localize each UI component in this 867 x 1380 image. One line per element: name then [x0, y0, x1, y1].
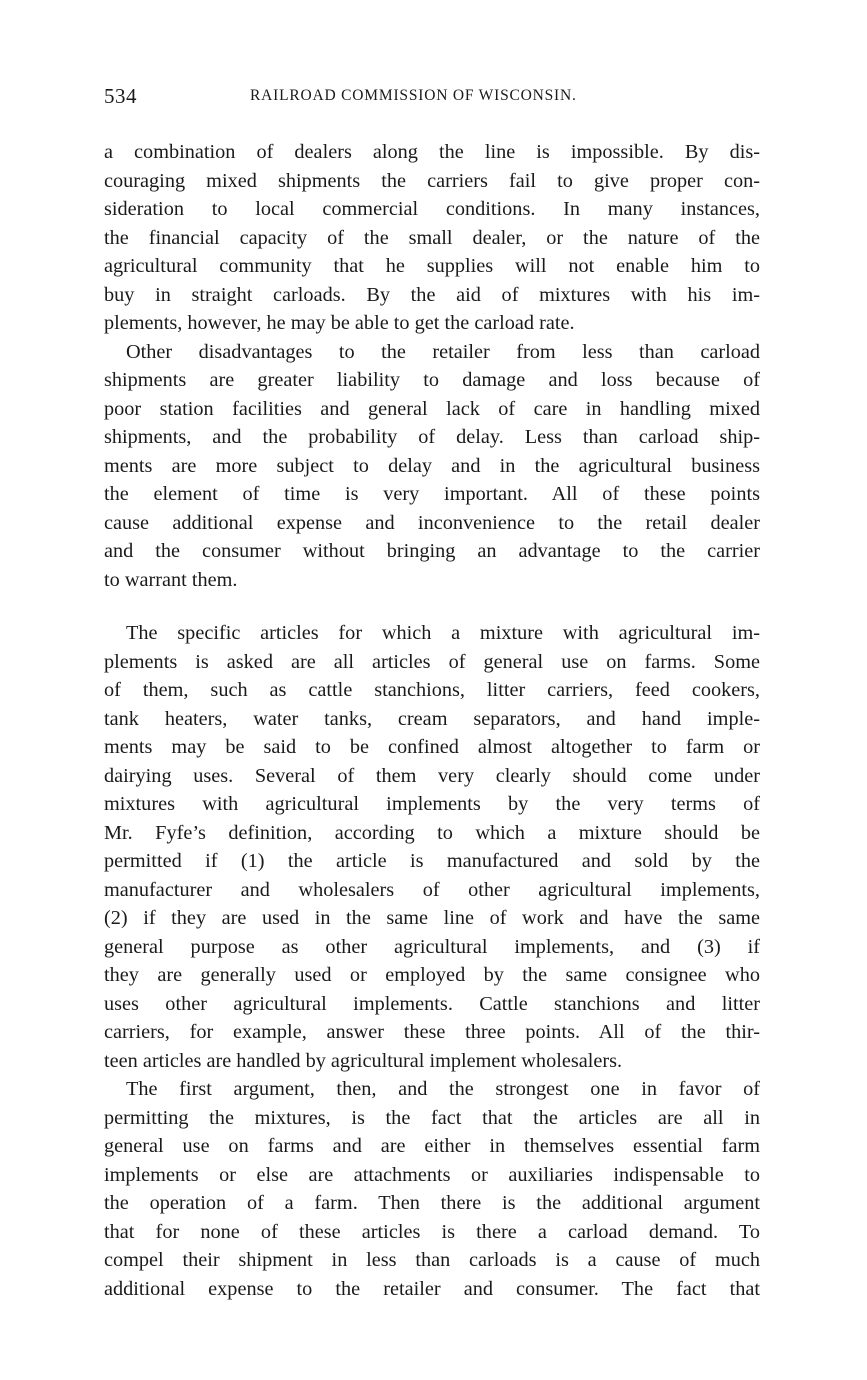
text-line: additional expense to the retailer and consumer. The fact that — [104, 1277, 760, 1300]
running-title: RAILROAD COMMISSION OF WISCONSIN. — [250, 87, 577, 104]
text-line: compel their shipment in less than carloads is a cause of much — [104, 1249, 760, 1271]
paragraph-1 — [104, 138, 760, 338]
text-line: the element of time is very important. All of these points — [104, 483, 760, 505]
text-line: (2) if they are used in the same line of work and have the same — [104, 907, 760, 929]
text-line: The first argument, then, and the strongest one in favor of — [126, 1078, 760, 1100]
text-line: cause additional expense and inconvenience to the retail dealer — [104, 511, 760, 534]
text-line: permitted if (1) the article is manufactured and sold by the — [104, 850, 760, 872]
text-line: The specific articles for which a mixture with agricultural im- — [126, 622, 760, 644]
text-line: sideration to local commercial conditions. In many instances, — [104, 198, 760, 220]
text-line: general purpose as other agricultural implements, and (3) if — [104, 935, 760, 958]
text-line: permitting the mixtures, is the fact that the articles are all in — [104, 1106, 760, 1129]
running-head — [104, 84, 764, 112]
text-line: of them, such as cattle stanchions, litter carriers, feed cookers, — [104, 679, 760, 701]
text-line: general use on farms and are either in themselves essential farm — [104, 1135, 760, 1157]
text-line: mixtures with agricultural implements by the very terms of — [104, 793, 760, 815]
text-line: plements, however, he may be able to get the carload rate. — [104, 312, 575, 334]
text-line: they are generally used or employed by the same consignee who — [104, 964, 760, 986]
text-line: carriers, for example, answer these three points. All of the thir- — [104, 1021, 760, 1043]
text-line: to warrant them. — [104, 568, 238, 591]
paragraph-2 — [104, 338, 760, 595]
text-line: dairying uses. Several of them very clearly should come under — [104, 764, 760, 787]
text-line: buy in straight carloads. By the aid of mixtures with his im- — [104, 283, 760, 306]
text-line: implements or else are attachments or auxiliaries indispensable to — [104, 1163, 760, 1186]
text-line: the operation of a farm. Then there is the additional argument — [104, 1192, 760, 1214]
page-number: 534 — [104, 84, 137, 108]
text-line: that for none of these articles is there a carload demand. To — [104, 1220, 760, 1243]
text-line: ments may be said to be confined almost altogether to farm or — [104, 736, 760, 758]
text-line: and the consumer without bringing an advantage to the carrier — [104, 540, 760, 562]
text-line: uses other agricultural implements. Cattle stanchions and litter — [104, 992, 760, 1015]
text-line: the financial capacity of the small dealer, or the nature of the — [104, 226, 760, 249]
text-line: teen articles are handled by agricultural implement wholesalers. — [104, 1049, 623, 1072]
paragraph-3 — [104, 619, 760, 1075]
text-line: shipments, and the probability of delay. Less than carload ship- — [104, 426, 760, 448]
text-line: shipments are greater liability to damage and loss because of — [104, 369, 760, 391]
paragraph-4 — [104, 1075, 760, 1303]
text-line: tank heaters, water tanks, cream separators, and hand imple- — [104, 707, 760, 730]
text-line: a combination of dealers along the line is impossible. By dis- — [104, 141, 760, 163]
text-line: ments are more subject to delay and in the agricultural business — [104, 454, 760, 477]
section-gap — [104, 594, 760, 619]
text-line: agricultural community that he supplies will not enable him to — [104, 255, 760, 277]
text-line: plements is asked are all articles of general use on farms. Some — [104, 650, 760, 673]
text-line: Other disadvantages to the retailer from less than carload — [126, 340, 760, 363]
text-line: Mr. Fyfe’s definition, according to which a mixture should be — [104, 821, 760, 844]
body-text — [104, 138, 760, 1303]
text-line: manufacturer and wholesalers of other agricultural implements, — [104, 878, 760, 901]
text-line: poor station facilities and general lack of care in handling mixed — [104, 397, 760, 420]
text-line: couraging mixed shipments the carriers fail to give proper con- — [104, 169, 760, 192]
